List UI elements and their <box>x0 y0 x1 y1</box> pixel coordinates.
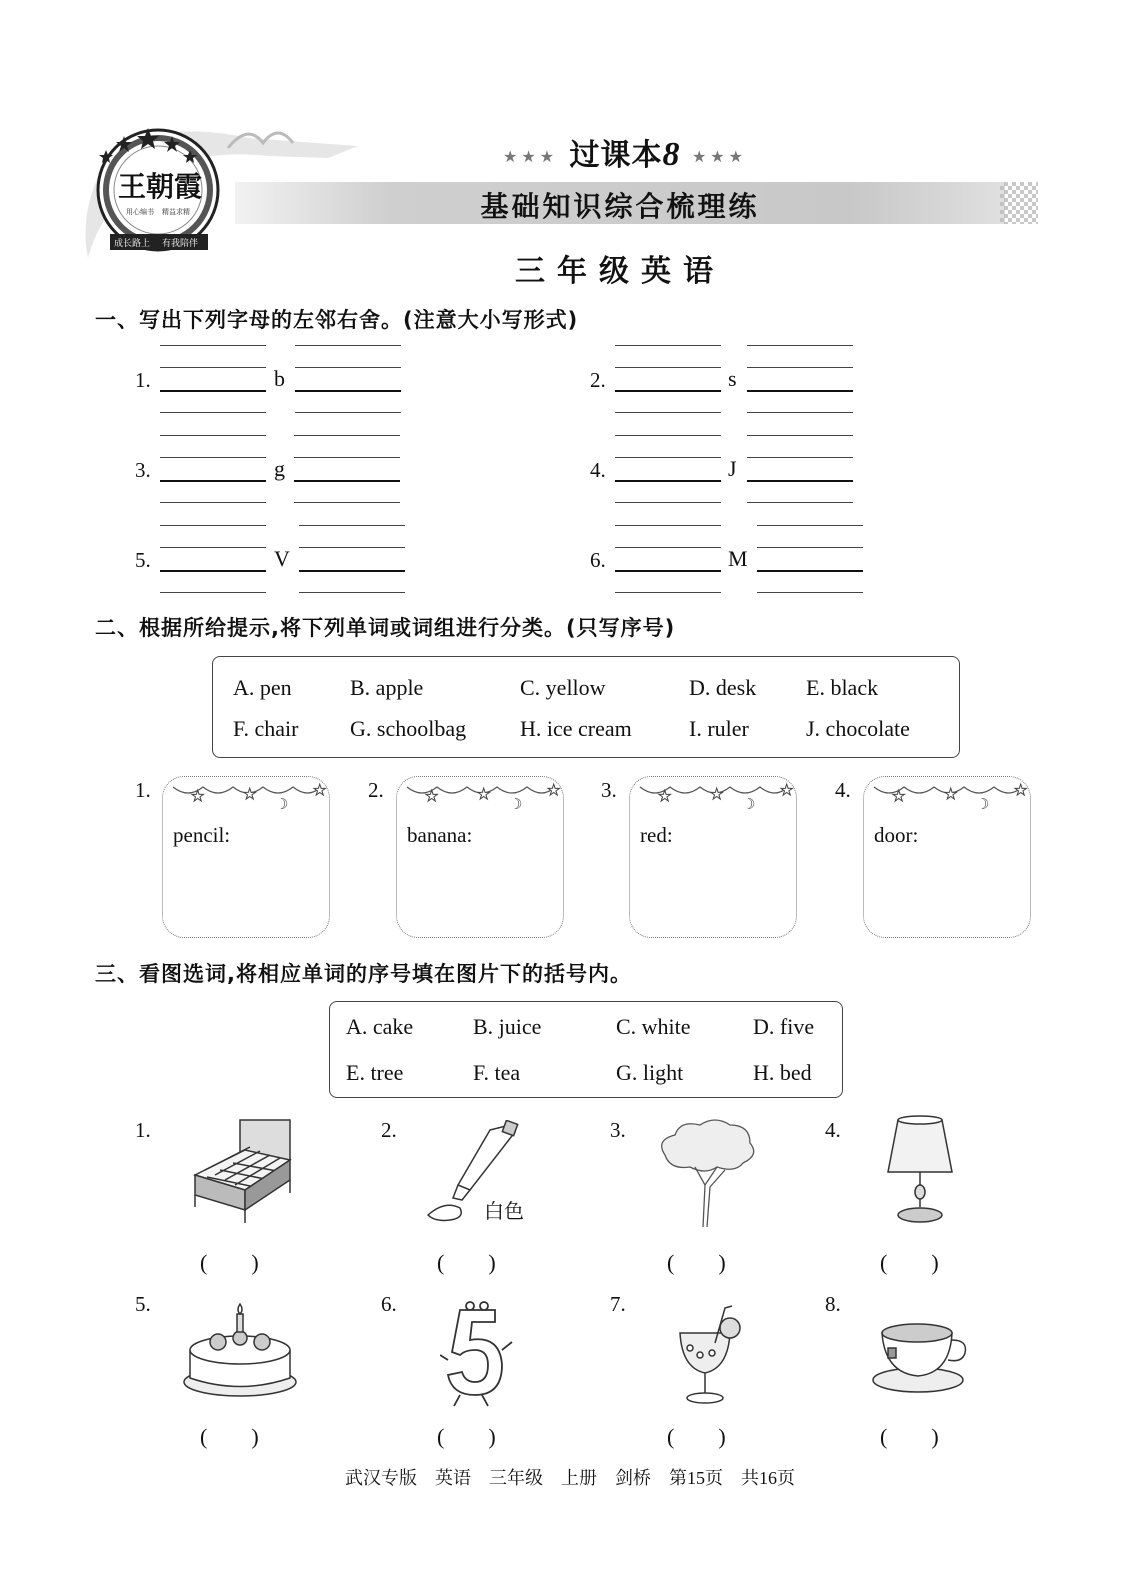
left-neighbor-writing-lines[interactable] <box>615 345 721 415</box>
writing-line <box>299 570 405 572</box>
writing-line <box>615 547 721 548</box>
course-title <box>500 130 750 174</box>
word-option: J. chocolate <box>806 716 910 741</box>
writing-line <box>747 367 853 368</box>
word-option: B. apple <box>350 675 424 700</box>
writing-line <box>615 502 721 503</box>
word-option: D. desk <box>689 675 757 700</box>
banner-pattern <box>1000 182 1038 224</box>
svg-text:★: ★ <box>191 787 205 805</box>
writing-line <box>747 435 853 436</box>
writing-line <box>299 592 405 593</box>
svg-text:☽: ☽ <box>509 795 523 813</box>
writing-line <box>294 457 400 458</box>
left-neighbor-writing-lines[interactable] <box>160 345 266 415</box>
picture-number: 7. <box>610 1292 626 1316</box>
svg-text:★: ★ <box>780 781 794 799</box>
svg-text:☽: ☽ <box>275 795 289 813</box>
writing-line <box>615 390 721 392</box>
writing-line <box>160 435 266 436</box>
juice-icon <box>670 1303 750 1408</box>
word-option: I. ruler <box>689 716 749 741</box>
answer-parens[interactable]: ( ) <box>880 1424 939 1449</box>
logo-ribbon-right: 有我陪伴 <box>162 239 199 249</box>
right-neighbor-writing-lines[interactable] <box>295 345 401 415</box>
course-number: 8 <box>662 136 681 173</box>
category-number: 4. <box>835 778 851 802</box>
item-number: 6. <box>590 548 606 572</box>
writing-line <box>160 457 266 458</box>
left-neighbor-writing-lines[interactable] <box>160 435 266 505</box>
left-neighbor-writing-lines[interactable] <box>615 435 721 505</box>
writing-line <box>160 480 266 482</box>
word-option: C. white <box>616 1014 691 1039</box>
svg-text:★: ★ <box>477 785 491 803</box>
writing-line <box>747 412 853 413</box>
given-letter: J <box>728 456 737 481</box>
writing-line <box>747 345 853 346</box>
writing-line <box>294 502 400 503</box>
item-number: 2. <box>590 368 606 392</box>
item-number: 3. <box>135 458 151 482</box>
writing-line <box>299 525 405 526</box>
writing-line <box>615 480 721 482</box>
cake-icon <box>180 1300 300 1405</box>
right-neighbor-writing-lines[interactable] <box>747 345 853 415</box>
stars-left: ★★★ <box>503 147 559 166</box>
svg-text:★: ★ <box>243 785 257 803</box>
word-option: E. tree <box>346 1060 404 1085</box>
section2-heading: 二、根据所给提示,将下列单词或词组进行分类。(只写序号) <box>95 616 676 640</box>
category-prompt: pencil: <box>173 823 231 847</box>
word-option: D. five <box>753 1014 815 1039</box>
word-option: F. chair <box>233 716 299 741</box>
word-option: H. ice cream <box>520 716 632 741</box>
writing-line <box>757 547 863 548</box>
word-option: G. light <box>616 1060 684 1085</box>
svg-text:★: ★ <box>658 787 672 805</box>
writing-line <box>615 435 721 436</box>
writing-line <box>160 547 266 548</box>
section1-heading: 一、写出下列字母的左邻右舍。(注意大小写形式) <box>95 308 579 332</box>
right-neighbor-writing-lines[interactable] <box>294 435 400 505</box>
writing-line <box>160 390 266 392</box>
picture-number: 5. <box>135 1292 151 1316</box>
category-number: 2. <box>368 778 384 802</box>
teacup-icon <box>870 1318 970 1398</box>
picture-number: 8. <box>825 1292 841 1316</box>
word-option: F. tea <box>473 1060 521 1085</box>
svg-text:★: ★ <box>944 785 958 803</box>
section3-word-bank <box>329 1001 843 1098</box>
word-option: A. cake <box>346 1014 414 1039</box>
writing-line <box>295 345 401 346</box>
category-prompt: red: <box>640 823 673 847</box>
number-five-icon <box>440 1300 515 1410</box>
writing-line <box>299 547 405 548</box>
svg-text:★: ★ <box>710 785 724 803</box>
svg-text:★: ★ <box>313 781 327 799</box>
writing-line <box>757 570 863 572</box>
picture-caption: 白色 <box>484 1199 524 1223</box>
picture-number: 3. <box>610 1118 626 1142</box>
svg-text:★: ★ <box>892 787 906 805</box>
section3-heading: 三、看图选词,将相应单词的序号填在图片下的括号内。 <box>95 962 632 986</box>
category-answer-box[interactable] <box>863 776 1031 938</box>
writing-line <box>160 345 266 346</box>
writing-line <box>757 525 863 526</box>
word-option: B. juice <box>473 1014 542 1039</box>
writing-line <box>615 412 721 413</box>
picture-number: 4. <box>825 1118 841 1142</box>
answer-parens[interactable]: ( ) <box>437 1424 496 1449</box>
item-number: 5. <box>135 548 151 572</box>
writing-line <box>160 367 266 368</box>
writing-line <box>615 367 721 368</box>
writing-line <box>160 502 266 503</box>
writing-line <box>747 502 853 503</box>
category-prompt: door: <box>874 823 919 847</box>
given-letter: M <box>728 546 748 571</box>
writing-line <box>747 457 853 458</box>
logo-motto-left: 用心编书 <box>126 208 154 216</box>
writing-line <box>160 525 266 526</box>
stars-moon-garland-icon <box>630 777 796 817</box>
logo-text: 王朝霞 <box>118 170 203 203</box>
writing-line <box>615 592 721 593</box>
paint-tube-icon <box>420 1120 560 1230</box>
item-number: 4. <box>590 458 606 482</box>
page-footer: 武汉专版 英语 三年级 上册 剑桥 第15页 共16页 <box>345 1468 795 1488</box>
left-neighbor-writing-lines[interactable] <box>615 525 721 595</box>
svg-text:☽: ☽ <box>976 795 990 813</box>
writing-line <box>160 570 266 572</box>
item-number: 1. <box>135 368 151 392</box>
picture-number: 6. <box>381 1292 397 1316</box>
stars-moon-garland-icon <box>864 777 1030 817</box>
word-option: H. bed <box>753 1060 812 1085</box>
category-prompt: banana: <box>407 823 473 847</box>
given-letter: g <box>274 456 285 481</box>
svg-text:★: ★ <box>1014 781 1028 799</box>
category-number: 1. <box>135 778 151 802</box>
word-option: C. yellow <box>520 675 606 700</box>
writing-line <box>160 592 266 593</box>
svg-text:☽: ☽ <box>742 795 756 813</box>
left-neighbor-writing-lines[interactable] <box>160 525 266 595</box>
course-label: 过课本 <box>569 138 663 173</box>
word-option: A. pen <box>233 675 292 700</box>
category-number: 3. <box>601 778 617 802</box>
right-neighbor-writing-lines[interactable] <box>757 525 863 595</box>
stars-moon-garland-icon <box>397 777 563 817</box>
picture-number: 1. <box>135 1118 151 1142</box>
given-letter: V <box>274 546 290 571</box>
svg-text:★: ★ <box>547 781 561 799</box>
stars-right: ★★★ <box>691 147 747 166</box>
logo-motto-right: 精益求精 <box>162 208 190 216</box>
section2-word-bank <box>212 656 960 758</box>
given-letter: b <box>274 366 285 391</box>
category-answer-box[interactable] <box>162 776 330 938</box>
word-option: E. black <box>806 675 879 700</box>
writing-line <box>615 525 721 526</box>
lamp-icon <box>880 1112 960 1232</box>
stars-moon-garland-icon <box>163 777 329 817</box>
writing-line <box>747 480 853 482</box>
writing-line <box>757 592 863 593</box>
page-subtitle: 基础知识综合梳理练 <box>480 190 760 223</box>
category-answer-box[interactable] <box>629 776 797 938</box>
answer-parens[interactable]: ( ) <box>200 1250 259 1275</box>
writing-line <box>615 570 721 572</box>
svg-text:★: ★ <box>425 787 439 805</box>
writing-line <box>160 412 266 413</box>
answer-parens[interactable]: ( ) <box>200 1424 259 1449</box>
writing-line <box>295 390 401 392</box>
right-neighbor-writing-lines[interactable] <box>299 525 405 595</box>
logo-ribbon-left: 成长路上 <box>114 239 151 249</box>
writing-line <box>294 480 400 482</box>
writing-line <box>295 412 401 413</box>
word-option: G. schoolbag <box>350 716 467 741</box>
picture-number: 2. <box>381 1118 397 1142</box>
right-neighbor-writing-lines[interactable] <box>747 435 853 505</box>
bed-icon <box>185 1115 300 1230</box>
writing-line <box>615 457 721 458</box>
category-answer-box[interactable] <box>396 776 564 938</box>
answer-parens[interactable]: ( ) <box>667 1250 726 1275</box>
writing-line <box>295 367 401 368</box>
answer-parens[interactable]: ( ) <box>880 1250 939 1275</box>
writing-line <box>294 435 400 436</box>
given-letter: s <box>728 366 737 391</box>
writing-line <box>615 345 721 346</box>
answer-parens[interactable]: ( ) <box>437 1250 496 1275</box>
tree-icon <box>655 1115 760 1230</box>
answer-parens[interactable]: ( ) <box>667 1424 726 1449</box>
writing-line <box>747 390 853 392</box>
grade-title: 三年级英语 <box>515 254 725 289</box>
